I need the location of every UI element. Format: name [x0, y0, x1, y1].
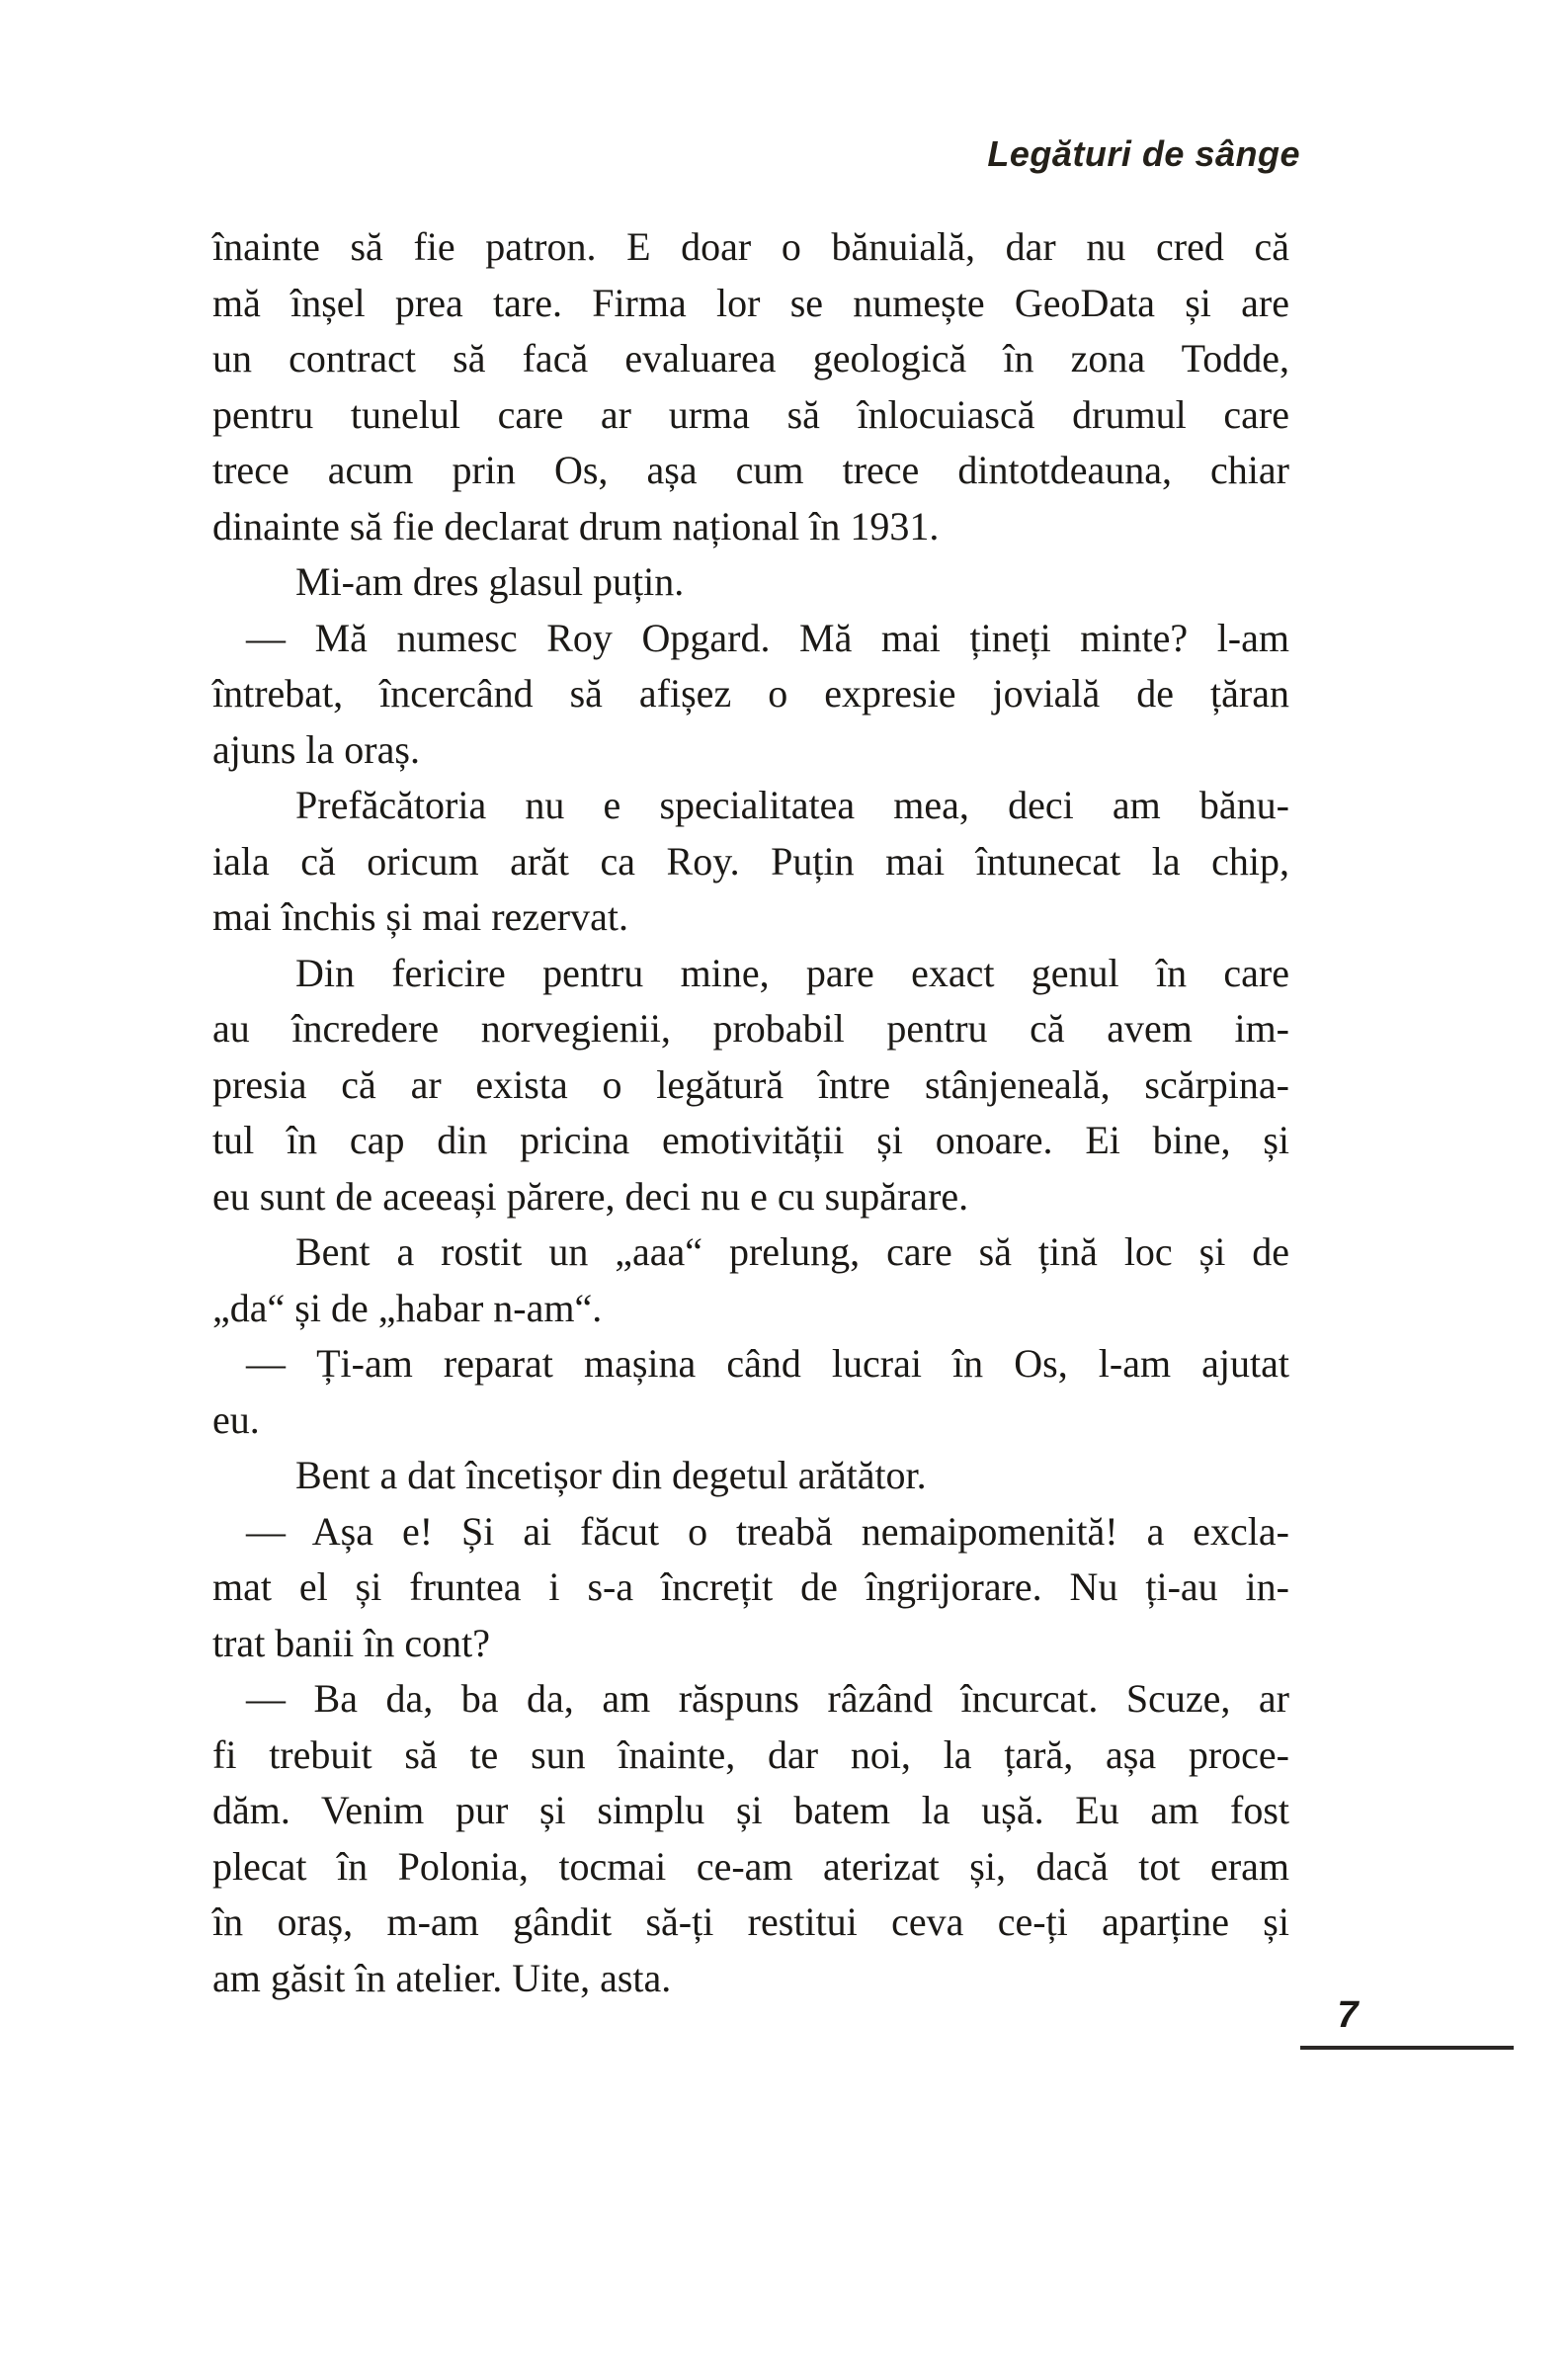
paragraph — [212, 1448, 1289, 1504]
text-line: întrebat, încercând să afișez o expresie jovială de țăran — [212, 671, 1289, 716]
text-line: iala că oricum arăt ca Roy. Puțin mai întunecat la chip, — [212, 838, 1289, 884]
text-line: Mi-am dres glasul puțin. — [295, 559, 685, 604]
text-line: tul în cap din pricina emotivității și onoare. Ei bine, și — [212, 1118, 1289, 1162]
text-line: dăm. Venim pur și simplu și batem la ușă. Eu am fost — [212, 1788, 1289, 1832]
paragraph — [212, 946, 1289, 1225]
text-line: Bent a dat încetișor din degetul arătător. — [295, 1453, 927, 1497]
text-line: presia că ar exista o legătură între stânjeneală, scărpina- — [212, 1061, 1289, 1107]
text-line: mat el și fruntea i s-a încrețit de îngrijorare. Nu ți-au in- — [212, 1564, 1289, 1609]
running-title: Legături de sânge — [987, 133, 1300, 174]
text-line: — Ți-am reparat mașina când lucrai în Os, l-am ajutat — [246, 1341, 1289, 1386]
text-line: dinainte să fie declarat drum național în 1931. — [212, 503, 940, 548]
text-line: plecat în Polonia, tocmai ce-am aterizat și, dacă tot eram — [212, 1843, 1289, 1889]
paragraph — [212, 611, 1289, 779]
body-text — [212, 219, 1289, 2006]
paragraph — [212, 778, 1289, 946]
text-line: Din fericire pentru mine, pare exact genul în care — [295, 950, 1289, 995]
text-line: pentru tunelul care ar urma să înlocuiască drumul care — [212, 391, 1289, 437]
text-line: — Ba da, ba da, am răspuns râzând încurcat. Scuze, ar — [246, 1676, 1289, 1721]
text-line: Prefăcătoria nu e specialitatea mea, deci am bănu- — [295, 783, 1289, 827]
page-number: 7 — [1337, 1994, 1359, 2036]
text-line: fi trebuit să te sun înainte, dar noi, la țară, așa proce- — [212, 1731, 1289, 1777]
text-line: trece acum prin Os, așa cum trece dintotdeauna, chiar — [212, 448, 1289, 492]
text-line: ajuns la oraș. — [212, 726, 420, 772]
text-line: mă înșel prea tare. Firma lor se numește GeoData și are — [212, 280, 1289, 325]
paragraph — [212, 1671, 1289, 2006]
paragraph — [212, 554, 1289, 611]
text-line: am găsit în atelier. Uite, asta. — [212, 1955, 672, 2000]
paragraph — [212, 1504, 1289, 1672]
text-line: trat banii în cont? — [212, 1620, 491, 1665]
paragraph — [212, 219, 1289, 554]
text-line: „da“ și de „habar n-am“. — [212, 1285, 603, 1330]
paragraph — [212, 1336, 1289, 1448]
text-line: — Așa e! Și ai făcut o treabă nemaipomenită! a excla- — [246, 1508, 1289, 1554]
text-line: — Mă numesc Roy Opgard. Mă mai țineți minte? l-am — [246, 615, 1289, 660]
text-line: Bent a rostit un „aaa“ prelung, care să țină loc și de — [295, 1229, 1289, 1274]
text-line: eu sunt de aceeași părere, deci nu e cu supărare. — [212, 1173, 969, 1219]
text-line: în oraș, m-am gândit să-ți restitui ceva ce-ți aparține și — [212, 1899, 1289, 1944]
text-line: un contract să facă evaluarea geologică în zona Todde, — [212, 336, 1289, 380]
text-line: eu. — [212, 1396, 260, 1442]
text-line: au încredere norvegienii, probabil pentru că avem im- — [212, 1006, 1289, 1051]
paragraph — [212, 1224, 1289, 1336]
text-line: înainte să fie patron. E doar o bănuială, dar nu cred că — [212, 224, 1289, 269]
text-line: mai închis și mai rezervat. — [212, 894, 628, 939]
footer-rule — [1300, 2046, 1514, 2050]
